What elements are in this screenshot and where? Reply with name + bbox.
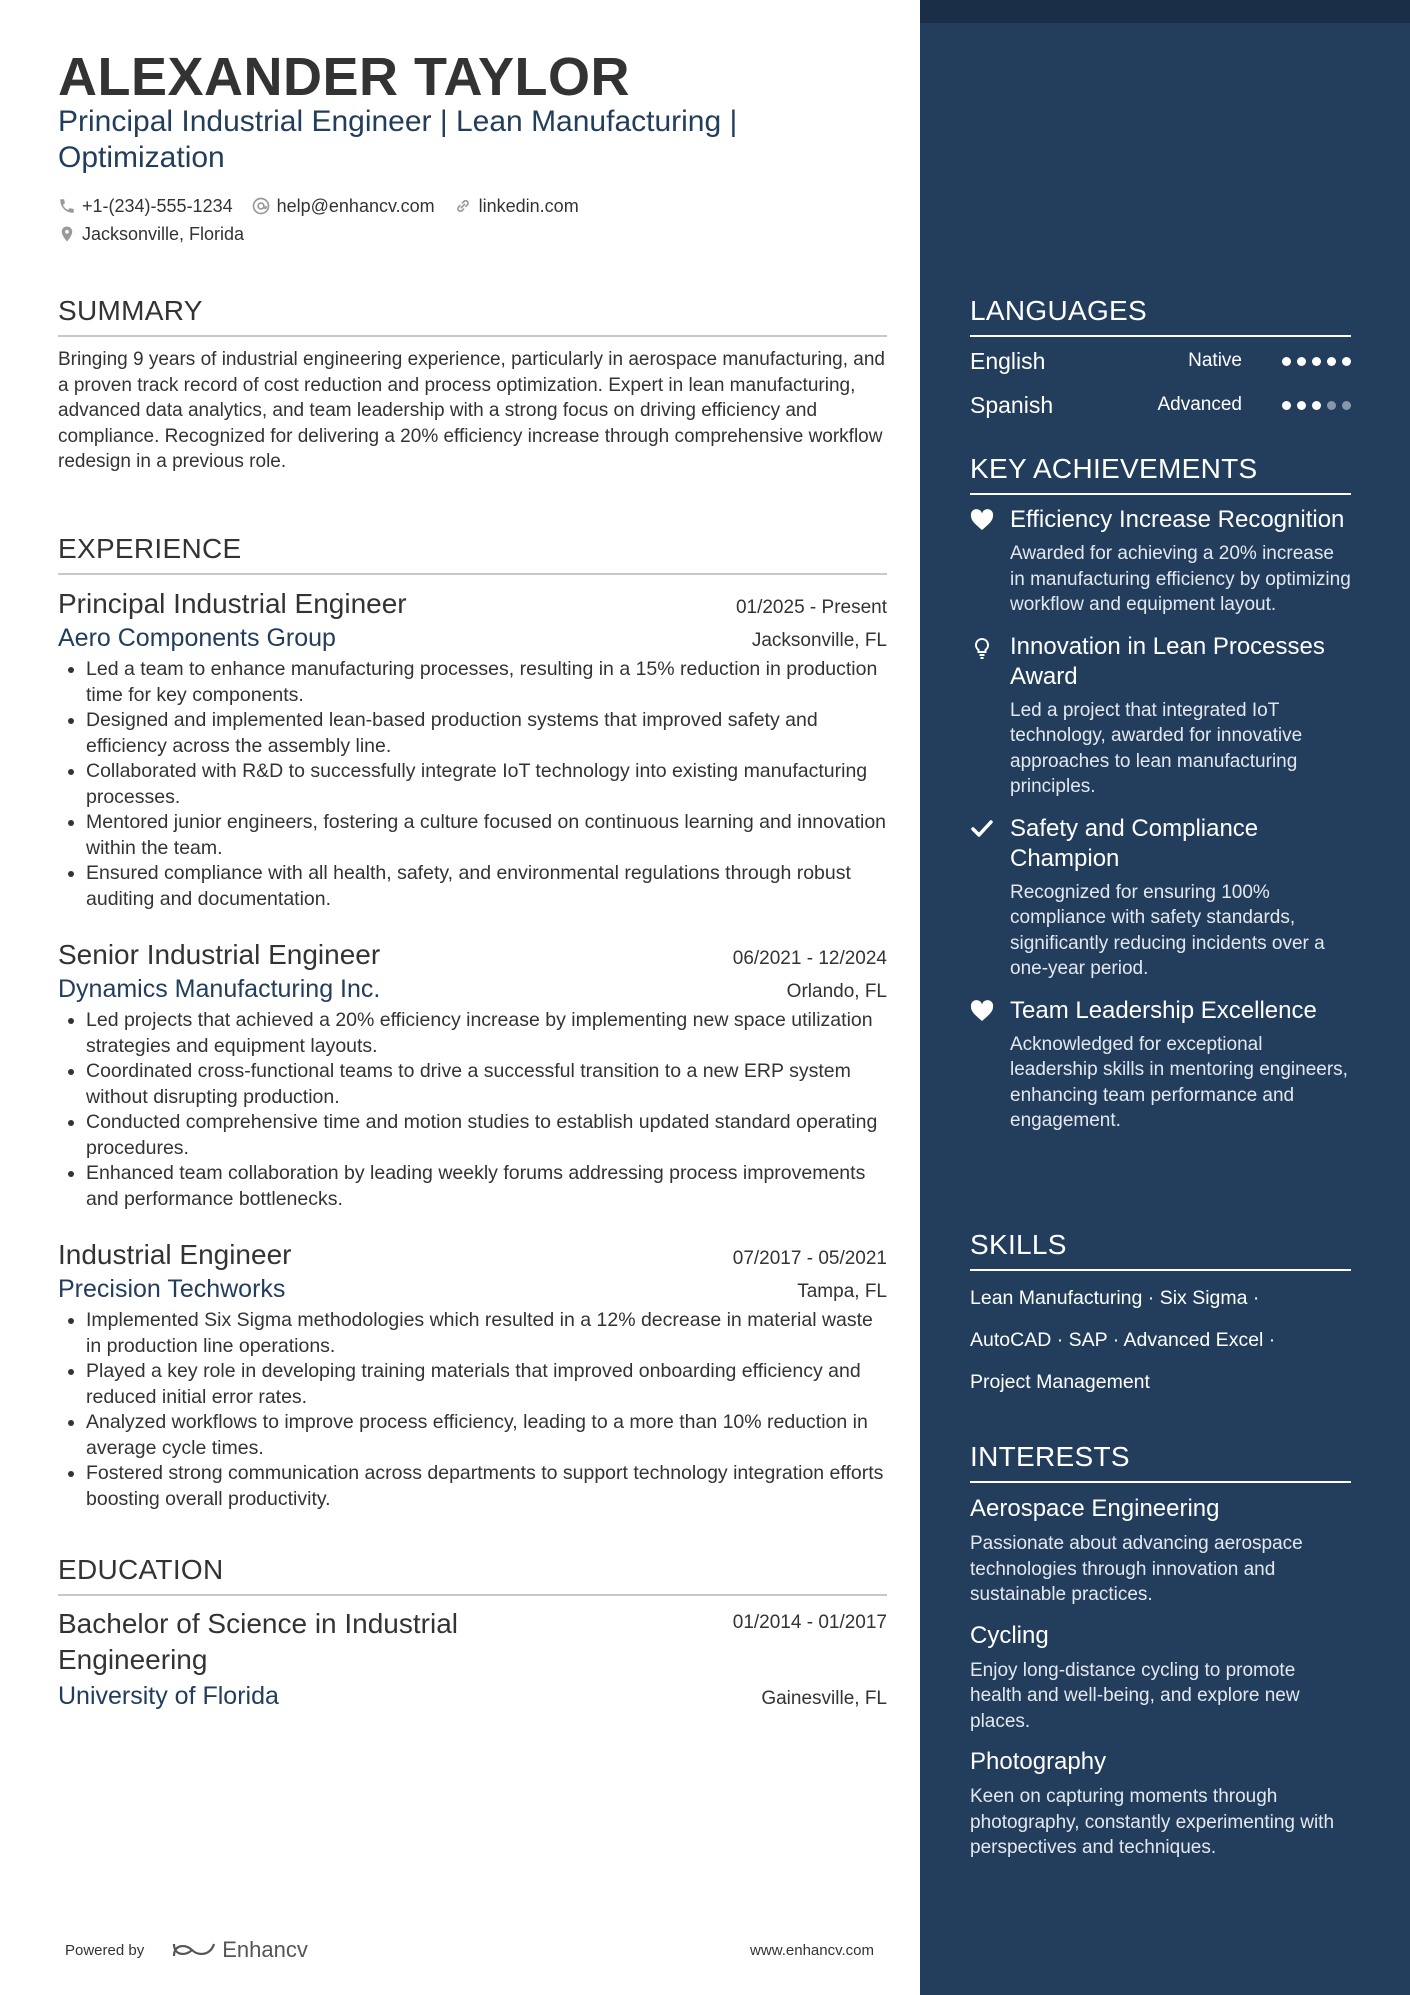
summary-text: Bringing 9 years of industrial engineering experience, particularly in aerospace manufacturing, and a proven track record of cost reduction and process optimization. Expert in lean manufacturing, advanced data analytics, and team leadership with a strong focus on driving efficiency and compliance. Recognized for delivering a 20% efficiency increase through comprehensive workflow redesign in a previous role. [58,349,885,472]
rating-dot [1297,357,1306,366]
job-bullet: • Implemented Six Sigma methodologies which resulted in a 12% decrease in material waste in production line operations. [86,1308,887,1359]
phone-contact[interactable] [58,196,233,217]
lightbulb-icon [970,636,994,660]
education-school: University of Florida [58,1682,279,1710]
achievement-item [970,996,1351,1134]
education-dates: 01/2014 - 01/2017 [732,1612,887,1633]
interests-section [970,1441,1351,1861]
email-text: help@enhancv.com [276,195,435,216]
rating-dot [1327,401,1336,410]
interest-desc: Passionate about advancing aerospace technologies through innovation and sustainable practices. [970,1533,1303,1605]
job-entry [58,1239,887,1512]
phone-icon [58,197,76,215]
rating-dot [1297,401,1306,410]
job-bullet: • Conducted comprehensive time and motion studies to establish updated standard operating procedures. [86,1110,887,1161]
summary-heading: SUMMARY [58,295,887,337]
job-title: Principal Industrial Engineer [58,588,407,619]
rating-dot [1282,401,1291,410]
enhancv-logo[interactable] [170,1937,308,1963]
interest-title: Cycling [970,1621,1049,1649]
skills-line: Lean Manufacturing · Six Sigma · [970,1287,1260,1309]
summary-section [58,295,887,475]
education-heading: EDUCATION [58,1554,887,1596]
languages-section [970,295,1351,427]
job-bullet: • Coordinated cross-functional teams to drive a successful transition to a new ERP system without disrupting production. [86,1059,887,1110]
job-bullet: • Collaborated with R&D to successfully integrate IoT technology into existing manufacturing processes. [86,759,887,810]
skills-list [970,1277,1351,1403]
language-name: Spanish [970,391,1054,418]
enhancv-logo-icon [170,1938,218,1962]
job-dates: 06/2021 - 12/2024 [732,948,887,969]
phone-text: +1-(234)-555-1234 [82,195,233,216]
skills-line: AutoCAD · SAP · Advanced Excel · [970,1329,1276,1351]
achievement-item [970,505,1351,618]
rating-dot [1342,401,1351,410]
rating-dot [1282,357,1291,366]
achievement-desc: Awarded for achieving a 20% increase in manufacturing efficiency by optimizing workflow and equipment layout. [1010,543,1351,615]
achievement-desc: Recognized for ensuring 100% compliance with safety standards, significantly reducing incidents over a one-year period. [1010,881,1325,979]
heart-icon [970,1000,994,1022]
main-column [58,0,887,1995]
achievement-item [970,632,1351,800]
achievements-section [970,453,1351,1134]
job-company: Dynamics Manufacturing Inc. [58,975,381,1003]
achievement-title: Team Leadership Excellence [1010,996,1317,1024]
location-text: Jacksonville, Florida [82,223,245,244]
link-icon [453,196,473,216]
experience-section [58,533,887,575]
candidate-title: Principal Industrial Engineer | Lean Manufacturing | Optimization [58,105,738,174]
job-bullet: • Designed and implemented lean-based production systems that improved safety and efficiency across the assembly line. [86,708,887,759]
job-entry [58,588,887,912]
languages-heading: LANGUAGES [970,295,1351,337]
rating-dot [1312,401,1321,410]
language-rating [1276,357,1351,366]
experience-heading: EXPERIENCE [58,533,887,575]
language-item [970,339,1351,383]
footer [65,1930,880,1970]
sidebar [920,0,1410,1995]
job-bullet: • Analyzed workflows to improve process efficiency, leading to a more than 10% reduction in average cycle times. [86,1410,887,1461]
job-bullet: • Fostered strong communication across departments to support technology integration efforts boosting overall productivity. [86,1461,887,1512]
sidebar-top-band [920,0,1410,23]
interest-title: Photography [970,1748,1107,1775]
education-section [58,1554,887,1711]
achievement-desc: Acknowledged for exceptional leadership skills in mentoring engineers, enhancing team performance and engagement. [1010,1033,1348,1131]
job-entry [58,939,887,1212]
language-name: English [970,347,1046,374]
rating-dot [1327,357,1336,366]
job-dates: 07/2017 - 05/2021 [732,1248,887,1269]
job-location: Tampa, FL [797,1281,887,1302]
interest-title: Aerospace Engineering [970,1495,1220,1522]
interest-desc: Enjoy long-distance cycling to promote health and well-being, and explore new places. [970,1659,1300,1732]
rating-dot [1312,357,1321,366]
email-contact[interactable] [251,196,435,217]
job-bullet: • Enhanced team collaboration by leading weekly forums addressing process improvements and performance bottlenecks. [86,1161,887,1212]
skills-heading: SKILLS [970,1229,1351,1271]
job-bullets [58,1308,887,1512]
location-contact [58,224,244,245]
heart-icon [970,509,994,531]
language-item [970,383,1351,427]
job-bullet: • Played a key role in developing training materials that improved onboarding efficiency and reduced initial error rates. [86,1359,887,1410]
skills-line: Project Management [970,1371,1150,1393]
job-company: Precision Techworks [58,1275,286,1303]
language-level: Advanced [1157,394,1242,415]
location-pin-icon [58,224,76,244]
linkedin-text: linkedin.com [478,195,579,216]
job-location: Orlando, FL [786,981,887,1002]
education-location: Gainesville, FL [761,1688,887,1709]
achievement-title: Safety and Compliance Champion [1010,814,1259,872]
job-dates: 01/2025 - Present [735,597,887,618]
job-company: Aero Components Group [58,624,336,652]
skills-section [970,1229,1351,1403]
achievements-heading: KEY ACHIEVEMENTS [970,453,1351,495]
job-bullet: • Led projects that achieved a 20% efficiency increase by implementing new space utilization strategies and equipment layouts. [86,1008,887,1059]
achievement-title: Efficiency Increase Recognition [1010,506,1345,533]
interests-heading: INTERESTS [970,1441,1351,1483]
language-rating [1276,401,1351,410]
footer-url[interactable]: www.enhancv.com [750,1941,874,1959]
job-bullet: • Mentored junior engineers, fostering a culture focused on continuous learning and innovation within the team. [86,810,887,861]
interest-desc: Keen on capturing moments through photography, constantly experimenting with perspectives and techniques. [970,1786,1335,1858]
achievement-item [970,814,1351,982]
achievement-desc: Led a project that integrated IoT technology, awarded for innovative approaches to lean manufacturing principles. [1010,699,1303,797]
linkedin-contact[interactable] [453,196,579,217]
education-degree: Bachelor of Science in Industrial Engineering [58,1608,458,1675]
job-bullets [58,657,887,912]
job-location: Jacksonville, FL [751,630,887,651]
job-bullet: • Ensured compliance with all health, safety, and environmental regulations through robust auditing and documentation. [86,861,887,912]
at-icon [251,196,271,216]
powered-by-label: Powered by [65,1941,145,1959]
job-title: Industrial Engineer [58,1239,292,1270]
job-bullets [58,1008,887,1212]
achievement-title: Innovation in Lean Processes Award [1010,632,1325,690]
brand-name: Enhancv [222,1937,308,1962]
contact-info [58,194,887,250]
rating-dot [1342,357,1351,366]
candidate-name: ALEXANDER TAYLOR [58,47,631,107]
job-bullet: • Led a team to enhance manufacturing processes, resulting in a 15% reduction in production time for key components. [86,657,887,708]
job-title: Senior Industrial Engineer [58,939,381,970]
language-level: Native [1188,350,1242,371]
checkmark-icon [970,818,994,840]
